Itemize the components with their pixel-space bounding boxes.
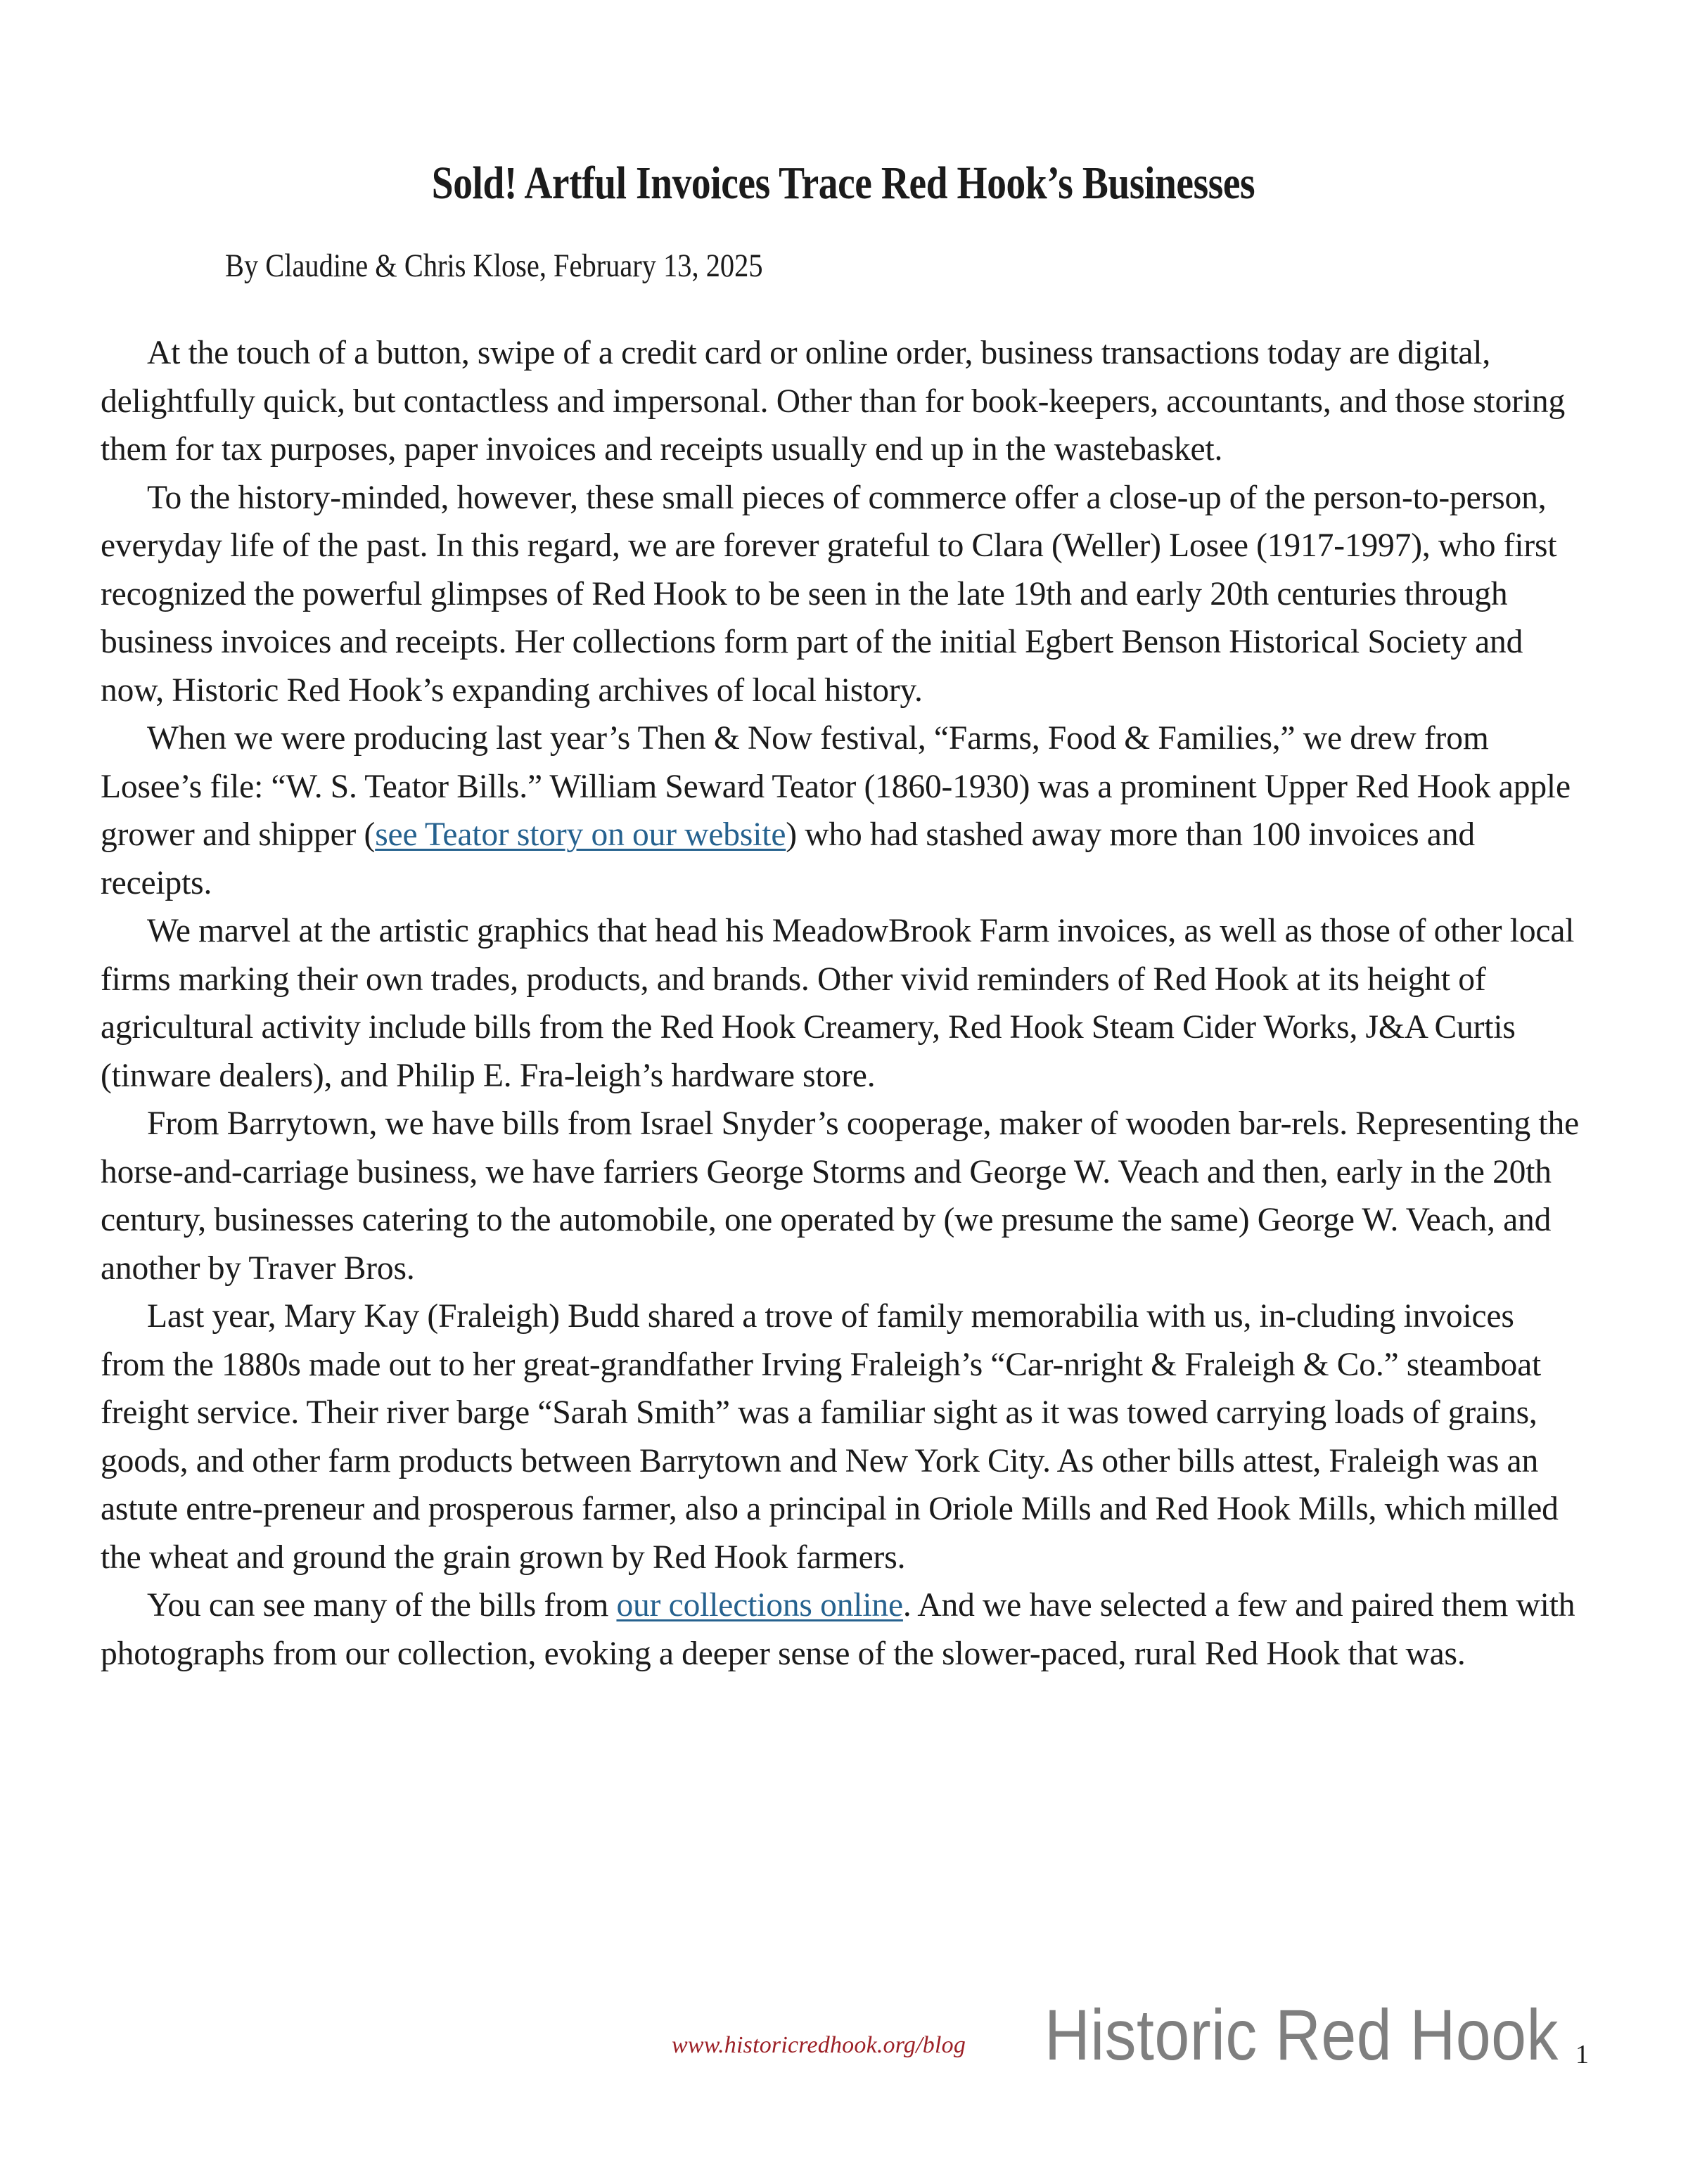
paragraph-5: From Barrytown, we have bills from Israel Snyder’s cooperage, maker of wooden bar-rels. Representing the horse-and-carriage business, we have farriers George Storms and George W. Veach and then, early in the 20th century, businesses catering to the automobile, one operated by (we presume the same) George W. Veach, and another by Traver Bros. [101, 1105, 1580, 1287]
page-title: Sold! Artful Invoices Trace Red Hook’s Businesses [431, 158, 1255, 210]
paragraph-7-text-after-link: . And we have selected a few and paired them with photographs from our collection, evoking a deeper sense of the slower-paced, rural Red Hook that was. [101, 1587, 1575, 1672]
paragraph-3-text-after-link: ) who had stashed away more than 100 invoices and receipts. [101, 816, 1475, 901]
byline: By Claudine & Chris Klose, February 13, 2025 [225, 248, 763, 284]
footer-brand-logotype: Historic Red Hook [1044, 1995, 1559, 2075]
paragraph-7 [101, 1581, 1586, 1678]
paragraph-7-text-before-link: You can see many of the bills from [147, 1587, 617, 1624]
collections-online-link[interactable]: our collections online [616, 1587, 903, 1624]
paragraph-3-text-before-link: When we were producing last year’s Then & Now festival, “Farms, Food & Families,” we drew from Losee’s file: “W. S. Teator Bills.” William Seward Teator (1860-1930) was a prominent Upper Red Hook apple grower and shipper ( [101, 720, 1571, 853]
footer-website-url[interactable]: www.historicredhook.org/blog [672, 2032, 966, 2058]
page-number: 1 [1575, 2040, 1589, 2069]
paragraph-4: We marvel at the artistic graphics that head his MeadowBrook Farm invoices, as well as those of other local firms marking their own trades, products, and brands. Other vivid reminders of Red Hook at its height of agricultural activity include bills from the Red Hook Creamery, Red Hook Steam Cider Works, J&A Curtis (tinware dealers), and Philip E. Fra-leigh’s hardware store. [101, 913, 1575, 1094]
paragraph-1: At the touch of a button, swipe of a credit card or online order, business transactions today are digital, delightfully quick, but contactless and impersonal. Other than for book-keepers, accountants, and those storing them for tax purposes, paper invoices and receipts usually end up in the wastebasket. [101, 335, 1566, 468]
paragraph-3 [101, 714, 1586, 907]
paragraph-6: Last year, Mary Kay (Fraleigh) Budd shared a trove of family memorabilia with us, in-cluding invoices from the 1880s made out to her great-grandfather Irving Fraleigh’s “Car-nright & Fraleigh & Co.” steamboat freight service. Their river barge “Sarah Smith” was a familiar sight as it was towed carrying loads of grains, goods, and other farm products between Barrytown and New York City. As other bills attest, Fraleigh was an astute entre-preneur and prosperous farmer, also a principal in Oriole Mills and Red Hook Mills, which milled the wheat and ground the grain grown by Red Hook farmers. [101, 1298, 1559, 1576]
teator-story-link[interactable]: see Teator story on our website [375, 816, 786, 853]
article-body [101, 329, 1586, 1678]
page-footer [0, 1995, 1688, 2108]
paragraph-2: To the history-minded, however, these small pieces of commerce offer a close-up of the person-to-person, everyday life of the past. In this regard, we are forever grateful to Clara (Weller) Losee (1917-1997), who first recognized the powerful glimpses of Red Hook to be seen in the late 19th and early 20th centuries through business invoices and receipts. Her collections form part of the initial Egbert Benson Historical Society and now, Historic Red Hook’s expanding archives of local history. [101, 479, 1557, 709]
